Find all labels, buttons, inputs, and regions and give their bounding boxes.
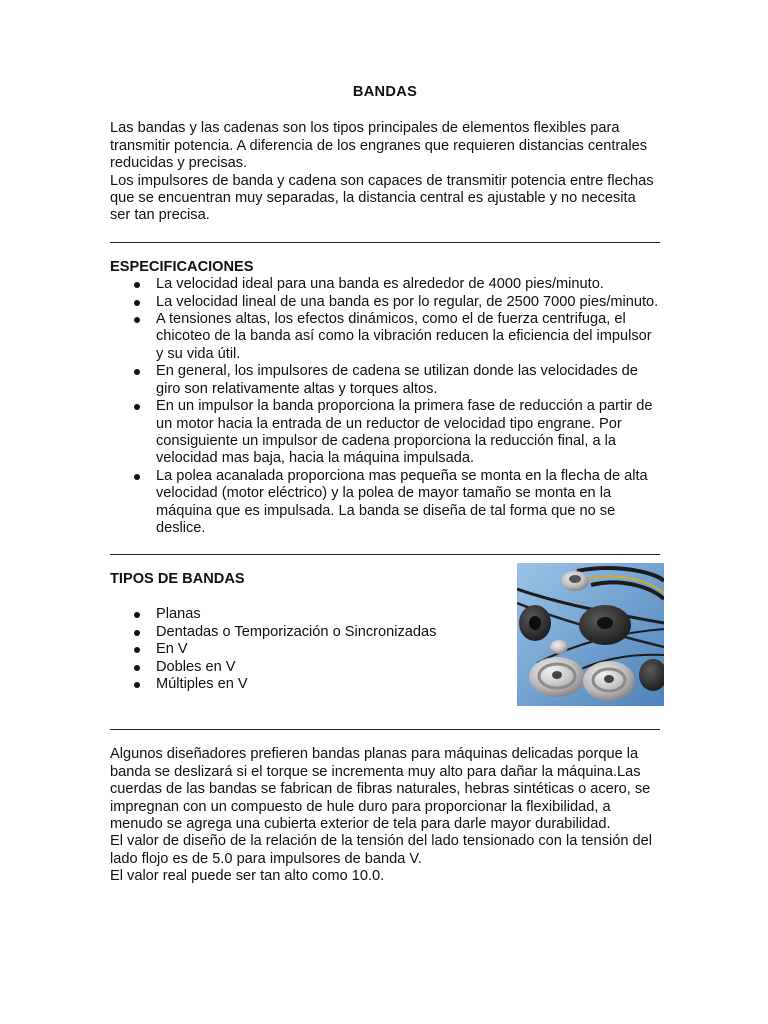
list-item: En V	[110, 641, 490, 658]
list-item: Dobles en V	[110, 659, 490, 676]
list-item: En general, los impulsores de cadena se utilizan donde las velocidades de giro son relativamente altas y torques altos.	[110, 363, 660, 398]
closing-section	[110, 746, 660, 885]
list-item: La velocidad ideal para una banda es alrededor de 4000 pies/minuto.	[110, 276, 660, 293]
closing-paragraph-1: Algunos diseñadores prefieren bandas planas para máquinas delicadas porque la banda se deslizará si el torque se incrementa muy alto para dañar la máquina.Las cuerdas de las bandas se fabrican de fibras naturales, hebras sintéticas o acero, se impregnan con un compuesto de hule duro para proporcionar la flexibilidad, a menudo se agrega una cubierta exterior de tela para darle mayor durabilidad.	[110, 746, 651, 832]
list-item: La polea acanalada proporciona mas pequeña se monta en la flecha de alta velocidad (motor eléctrico) y la polea de mayor tamaño se monta en la máquina que es impulsada. La banda se diseña de tal forma que no se deslice.	[110, 468, 660, 538]
list-item: La velocidad lineal de una banda es por lo regular, de 2500 7000 pies/minuto.	[110, 294, 660, 311]
divider-1	[110, 242, 660, 243]
list-item: Múltiples en V	[110, 676, 490, 693]
closing-paragraph-3: El valor real puede ser tan alto como 10.0.	[110, 868, 385, 885]
specs-list	[110, 276, 660, 537]
page-title: BANDAS	[352, 84, 418, 100]
list-item: Planas	[110, 606, 490, 623]
list-item: A tensiones altas, los efectos dinámicos, como el de fuerza centrifuga, el chicoteo de la banda así como la vibración reducen la eficiencia del impulsor y su vida útil.	[110, 311, 660, 363]
specs-heading: ESPECIFICACIONES	[110, 258, 254, 275]
tipos-heading: TIPOS DE BANDAS	[110, 571, 245, 588]
tipos-list	[110, 606, 490, 693]
list-item: En un impulsor la banda proporciona la primera fase de reducción a partir de un motor hacia la entrada de un reductor de velocidad tipo engrane. Por consiguiente un impulsor de cadena proporciona la reducción final, a la velocidad mas baja, hacia la máquina impulsada.	[110, 398, 660, 468]
intro-section	[110, 120, 660, 224]
list-item: Dentadas o Temporización o Sincronizadas	[110, 624, 490, 641]
belts-pulleys-photo	[517, 563, 664, 706]
closing-paragraph-2: El valor de diseño de la relación de la tensión del lado tensionado con la tensión del lado flojo es de 5.0 para impulsores de banda V.	[110, 833, 652, 867]
intro-paragraph-2: Los impulsores de banda y cadena son capaces de transmitir potencia entre flechas que se encuentran muy separadas, la distancia central es ajustable y no necesita ser tan precisa.	[110, 172, 654, 224]
intro-paragraph-1: Las bandas y las cadenas son los tipos principales de elementos flexibles para transmitir potencia. A diferencia de los engranes que requieren distancias centrales reducidas y precisas.	[110, 120, 648, 172]
divider-3	[110, 729, 660, 730]
tipos-section	[110, 555, 660, 715]
document-page	[110, 84, 660, 886]
